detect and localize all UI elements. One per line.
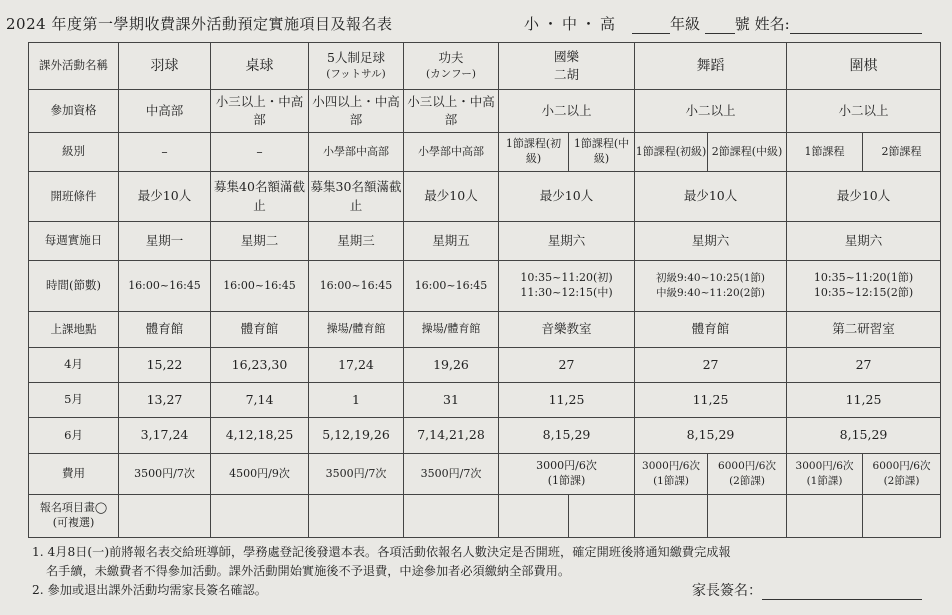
signup-music-beginner[interactable] (499, 495, 569, 538)
day-kungfu: 星期五 (404, 222, 499, 261)
location-go: 第二研習室 (787, 312, 941, 348)
time-music-intermediate: 11:30~12:15(中) (520, 286, 613, 299)
may-dance: 11,25 (635, 383, 787, 418)
june-tabletennis: 4,12,18,25 (211, 418, 309, 454)
level-go-2: 2節課程 (863, 133, 941, 172)
fee-music-note: (1節課) (547, 474, 586, 487)
may-badminton: 13,27 (119, 383, 211, 418)
june-go: 8,15,29 (787, 418, 941, 454)
activity-futsal-name: 5人制足球 (327, 50, 385, 66)
row-label-april: 4月 (29, 348, 119, 383)
fee-dance-2-amount: 6000円/6次 (718, 460, 776, 473)
name-blank[interactable] (790, 19, 922, 34)
location-row (29, 312, 941, 348)
signup-go-2[interactable] (863, 495, 941, 538)
grade-blank[interactable] (632, 19, 670, 34)
condition-futsal: 募集30名額滿截止 (309, 172, 404, 222)
fee-tabletennis: 4500円/9次 (211, 454, 309, 495)
day-badminton: 星期一 (119, 222, 211, 261)
activity-music-name: 國樂 (554, 48, 580, 64)
row-label-fee: 費用 (29, 454, 119, 495)
eligibility-music: 小二以上 (499, 90, 635, 133)
row-label-location: 上課地點 (29, 312, 119, 348)
time-music-beginner: 10:35~11:20(初) (520, 271, 613, 285)
activity-dance: 舞蹈 (635, 43, 787, 90)
eligibility-row (29, 90, 941, 133)
june-music: 8,15,29 (499, 418, 635, 454)
fee-dance-1-amount: 3000円/6次 (642, 460, 700, 473)
time-dance-intermediate: 中級9:40~11:20(2節) (656, 287, 766, 299)
row-label-level: 級別 (29, 133, 119, 172)
signup-music-intermediate[interactable] (569, 495, 635, 538)
april-futsal: 17,24 (309, 348, 404, 383)
fee-music-amount: 3000円/6次 (536, 459, 597, 473)
parent-signature (692, 580, 922, 600)
day-music: 星期六 (499, 222, 635, 261)
form-title: 2024 年度第一學期收費課外活動預定實施項目及報名表 (6, 15, 393, 33)
location-kungfu: 操場/體育館 (404, 312, 499, 348)
row-label-june: 6月 (29, 418, 119, 454)
day-row (29, 222, 941, 261)
time-badminton: 16:00~16:45 (119, 261, 211, 312)
day-dance: 星期六 (635, 222, 787, 261)
number-label: 號 (734, 15, 750, 33)
activity-table (28, 42, 941, 538)
location-music: 音樂教室 (499, 312, 635, 348)
signup-go-1[interactable] (787, 495, 863, 538)
level-go-1: 1節課程 (787, 133, 863, 172)
april-dance: 27 (635, 348, 787, 383)
june-row (29, 418, 941, 454)
fee-go-2 (863, 454, 941, 495)
june-futsal: 5,12,19,26 (309, 418, 404, 454)
june-kungfu: 7,14,21,28 (404, 418, 499, 454)
april-badminton: 15,22 (119, 348, 211, 383)
eligibility-go: 小二以上 (787, 90, 941, 133)
level-row (29, 133, 941, 172)
may-kungfu: 31 (404, 383, 499, 418)
fee-futsal: 3500円/7次 (309, 454, 404, 495)
condition-kungfu: 最少10人 (404, 172, 499, 222)
eligibility-futsal: 小四以上・中高部 (309, 90, 404, 133)
may-music: 11,25 (499, 383, 635, 418)
fee-kungfu: 3500円/7次 (404, 454, 499, 495)
activity-kungfu-name: 功夫 (438, 50, 464, 66)
condition-row (29, 172, 941, 222)
location-dance: 體育館 (635, 312, 787, 348)
fee-go-1-note: (1節課) (806, 475, 843, 487)
row-label-day: 每週實施日 (29, 222, 119, 261)
fee-go-1 (787, 454, 863, 495)
student-info (632, 13, 922, 34)
form-header (6, 9, 946, 39)
level-tabletennis: – (211, 133, 309, 172)
may-row (29, 383, 941, 418)
note-1: 1. 4月8日(一)前將報名表交給班導師，學務處登記後發還本表。各項活動依報名人數決定是否開班，確定開班後將通知繳費完成報 (32, 545, 731, 559)
may-go: 11,25 (787, 383, 941, 418)
signature-blank[interactable] (762, 585, 922, 600)
time-dance-beginner: 初級9:40~10:25(1節) (656, 272, 766, 285)
row-label-activity: 課外活動名稱 (29, 43, 119, 90)
april-go: 27 (787, 348, 941, 383)
level-dance-intermediate: 2節課程(中級) (708, 133, 787, 172)
row-label-condition: 開班條件 (29, 172, 119, 222)
activity-go: 圍棋 (787, 43, 941, 90)
fee-music (499, 454, 635, 495)
april-tabletennis: 16,23,30 (211, 348, 309, 383)
level-futsal: 小學部中高部 (309, 133, 404, 172)
activity-kungfu (404, 43, 499, 90)
eligibility-tabletennis: 小三以上・中高部 (211, 90, 309, 133)
time-go-2: 10:35~12:15(2節) (813, 286, 914, 299)
time-go-1: 10:35~11:20(1節) (813, 271, 914, 285)
time-futsal: 16:00~16:45 (309, 261, 404, 312)
condition-tabletennis: 募集40名額滿截止 (211, 172, 309, 222)
level-music-beginner: 1節課程(初級) (499, 133, 569, 172)
eligibility-dance: 小二以上 (635, 90, 787, 133)
fee-go-1-amount: 3000円/6次 (795, 460, 854, 473)
signature-label: 家長簽名： (692, 583, 762, 599)
row-label-may: 5月 (29, 383, 119, 418)
fee-dance-2 (708, 454, 787, 495)
signup-badminton[interactable] (119, 495, 211, 538)
time-music (499, 261, 635, 312)
may-futsal: 1 (309, 383, 404, 418)
activity-kungfu-sub: (カンフー) (426, 68, 476, 81)
level-dance-beginner: 1節課程(初級) (635, 133, 708, 172)
signup-kungfu[interactable] (404, 495, 499, 538)
number-blank[interactable] (705, 19, 735, 34)
activity-music-sub: 二胡 (554, 67, 580, 82)
april-row (29, 348, 941, 383)
fee-dance-1 (635, 454, 708, 495)
name-label: 姓名: (754, 15, 790, 33)
signup-futsal[interactable] (309, 495, 404, 538)
activity-badminton: 羽球 (119, 43, 211, 90)
eligibility-badminton: 中高部 (119, 90, 211, 133)
may-tabletennis: 7,14 (211, 383, 309, 418)
signup-tabletennis[interactable] (211, 495, 309, 538)
fee-badminton: 3500円/7次 (119, 454, 211, 495)
condition-badminton: 最少10人 (119, 172, 211, 222)
april-kungfu: 19,26 (404, 348, 499, 383)
grade-label: 年級 (670, 15, 701, 33)
time-row (29, 261, 941, 312)
time-tabletennis: 16:00~16:45 (211, 261, 309, 312)
activity-name-row (29, 43, 941, 90)
fee-dance-1-note: (1節課) (653, 475, 689, 487)
day-go: 星期六 (787, 222, 941, 261)
location-badminton: 體育館 (119, 312, 211, 348)
activity-music (499, 43, 635, 90)
april-music: 27 (499, 348, 635, 383)
school-level-options[interactable]: 小・中・高 (524, 15, 620, 33)
activity-futsal-sub: (フットサル) (326, 68, 386, 81)
activity-futsal (309, 43, 404, 90)
note-2: 2. 參加或退出課外活動均需家長簽名確認。 (32, 583, 267, 597)
level-music-intermediate: 1節課程(中級) (569, 133, 635, 172)
signup-dance-1[interactable] (635, 495, 708, 538)
june-dance: 8,15,29 (635, 418, 787, 454)
day-tabletennis: 星期二 (211, 222, 309, 261)
row-label-eligibility: 參加資格 (29, 90, 119, 133)
day-futsal: 星期三 (309, 222, 404, 261)
level-badminton: – (119, 133, 211, 172)
row-label-signup (29, 495, 119, 538)
time-dance (635, 261, 787, 312)
condition-music: 最少10人 (499, 172, 635, 222)
location-futsal: 操場/體育館 (309, 312, 404, 348)
activity-tabletennis: 桌球 (211, 43, 309, 90)
time-go (787, 261, 941, 312)
row-label-time: 時間(節數) (29, 261, 119, 312)
fee-dance-2-note: (2節課) (729, 475, 765, 487)
signup-row (29, 495, 941, 538)
fee-go-2-amount: 6000円/6次 (872, 460, 931, 473)
level-kungfu: 小學部中高部 (404, 133, 499, 172)
signup-dance-2[interactable] (708, 495, 787, 538)
june-badminton: 3,17,24 (119, 418, 211, 454)
note-1-continued: 名手續，未繳費者不得參加活動。課外活動開始實施後不予退費，中途參加者必須繳納全部費用。 (46, 564, 571, 578)
location-tabletennis: 體育館 (211, 312, 309, 348)
eligibility-kungfu: 小三以上・中高部 (404, 90, 499, 133)
condition-go: 最少10人 (787, 172, 941, 222)
time-kungfu: 16:00~16:45 (404, 261, 499, 312)
fee-go-2-note: (2節課) (883, 475, 920, 487)
condition-dance: 最少10人 (635, 172, 787, 222)
fee-row (29, 454, 941, 495)
signup-sub-label: (可複選) (52, 516, 95, 529)
signup-label: 報名項目畫◯ (39, 501, 108, 515)
